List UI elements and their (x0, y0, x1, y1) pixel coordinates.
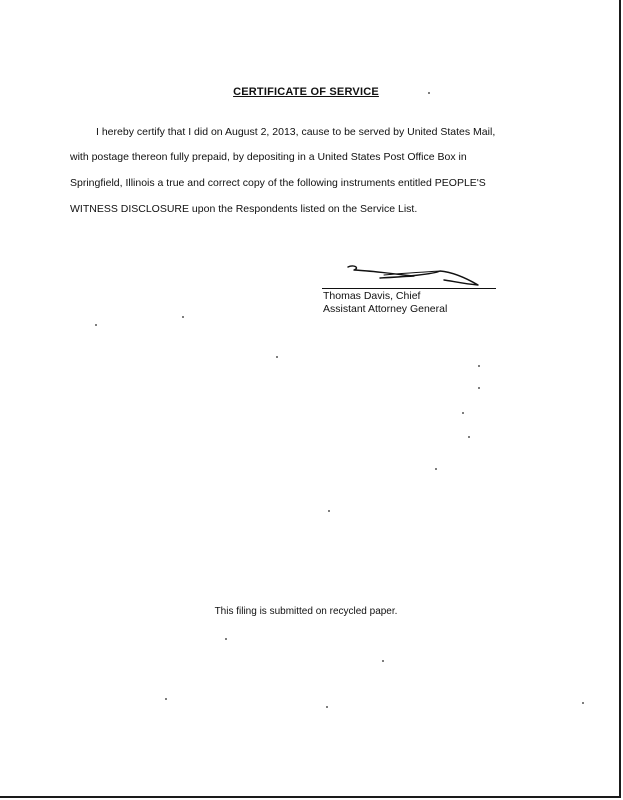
scan-speck (165, 698, 167, 700)
body-line-1: I hereby certify that I did on August 2, 2013, cause to be served by United States Mail, (96, 126, 496, 138)
scan-speck (582, 702, 584, 704)
body-line-3: Springfield, Illinois a true and correct copy of the following instruments entitled PEOPLE'S (70, 177, 486, 189)
scan-speck (326, 706, 328, 708)
scan-speck (428, 92, 430, 94)
handwritten-signature (344, 262, 484, 288)
scan-speck (462, 412, 464, 414)
scan-speck (478, 387, 480, 389)
scan-speck (225, 638, 227, 640)
signature-line (322, 288, 496, 289)
scan-speck (276, 356, 278, 358)
recycled-paper-note: This filing is submitted on recycled paper. (214, 606, 398, 617)
scan-speck (435, 468, 437, 470)
scan-speck (95, 324, 97, 326)
body-line-4: WITNESS DISCLOSURE upon the Respondents listed on the Service List. (70, 203, 418, 215)
signer-name: Thomas Davis, Chief (323, 290, 421, 302)
signer-title: Assistant Attorney General (323, 303, 448, 315)
scan-speck (478, 365, 480, 367)
scan-speck (468, 436, 470, 438)
scan-speck (382, 660, 384, 662)
scan-speck (328, 510, 330, 512)
certificate-title: CERTIFICATE OF SERVICE (233, 86, 379, 98)
body-line-2: with postage thereon fully prepaid, by depositing in a United States Post Office Box in (70, 151, 467, 163)
scan-speck (182, 316, 184, 318)
